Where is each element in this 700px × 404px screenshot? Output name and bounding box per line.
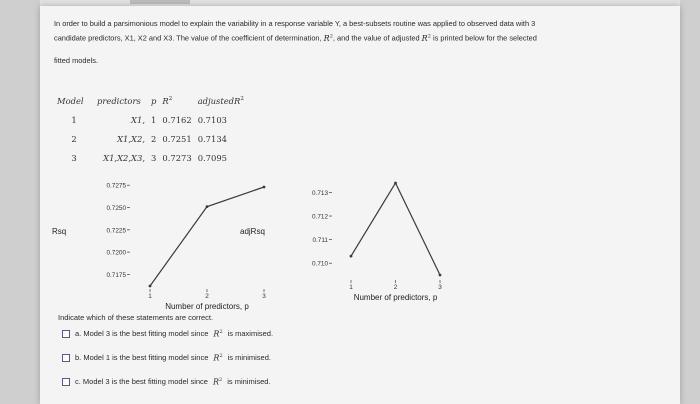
adjrsq-xtick-label: 1 [349,284,353,291]
adjrsq-chart [236,176,456,316]
table-header [54,92,247,110]
adjrsq-ytick-label: 0.711 [312,237,328,245]
models-table [54,92,247,167]
adjrsq-ylabel: adjRsq [240,227,265,236]
rsq-xlabel: Number of predictors, p [165,302,249,311]
intro-line-2: candidate predictors, X1, X2 and X3. The value of the coefficient of determination, $R^2$, and the value of adjusted $R^2$ is printed below for the selected [54,33,537,43]
fitted-models-label: fitted models. [54,56,98,65]
header-r2: $R^2$ [162,96,173,106]
adjrsq-ytick-label: 0.713 [312,189,328,197]
r2-symbol: $R^2$ [323,33,333,43]
adjrsq-xtick-label: 3 [438,284,442,291]
r2-symbol: $R^2$ [213,329,223,339]
question-prompt: Indicate which of these statements are correct. [58,313,214,322]
intro-line-1: In order to build a parsimonious model to explain the variability in a response variable Y, a best-subsets routine was applied to observed data with 3 [54,19,536,28]
rsq-ytick-label: 0.7175 [106,271,126,279]
rsq-ytick-label: 0.7225 [106,227,126,235]
option-c[interactable]: c. Model 3 is the best fitting model since $R^2$ is minimised. [62,377,271,387]
adjrsq-xlabel: Number of predictors, p [353,293,438,302]
header-model: Model [57,96,84,106]
rsq-ytick-label: 0.7250 [106,205,126,213]
r2-symbol: $R^2$ [213,353,223,363]
question-page [40,6,680,404]
adjrsq-xtick-label: 2 [393,284,398,291]
option-a[interactable]: a. Model 3 is the best fitting model since $R^2$ is maximised. [62,329,273,339]
adjrsq-data-point [350,255,353,258]
adjrsq-chart-svg [236,176,456,311]
rsq-xtick-label: 3 [262,293,266,300]
adjrsq-data-point [394,182,397,185]
adjrsq-data-point [439,274,442,277]
rsq-data-point [206,205,209,208]
header-p: p [151,96,157,106]
adjrsq-ytick-label: 0.710 [312,260,328,268]
rsq-ytick-label: 0.7275 [106,182,126,190]
adj-r2-symbol: $R^2$ [421,33,431,43]
rsq-ylabel: Rsq [52,227,67,236]
checkbox-b[interactable] [62,354,70,362]
option-b[interactable]: b. Model 1 is the best fitting model since $R^2$ is minimised. [62,353,271,363]
adjrsq-ytick-label: 0.712 [312,213,328,221]
rsq-ytick-label: 0.7200 [106,249,126,257]
table-row: 3 X1,X2,X3, 3 0.7273 0.7095 [71,152,227,163]
rsq-xtick-label: 2 [205,293,209,300]
table-row: 2 X1,X2, 2 0.7251 0.7134 [71,133,227,144]
header-predictors: predictors [97,96,141,106]
header-tab [130,0,190,4]
r2-symbol: $R^2$ [212,377,223,387]
rsq-data-point [149,285,152,288]
checkbox-a[interactable] [62,330,70,338]
intro-text [54,18,664,45]
table-row: 1 X1, 1 0.7162 0.7103 [71,114,227,125]
header-adjusted-r2: adjustedR$^2$ [197,96,244,106]
checkbox-c[interactable] [62,378,70,386]
rsq-xtick-label: 1 [148,293,152,300]
adjrsq-series-line [351,183,440,275]
